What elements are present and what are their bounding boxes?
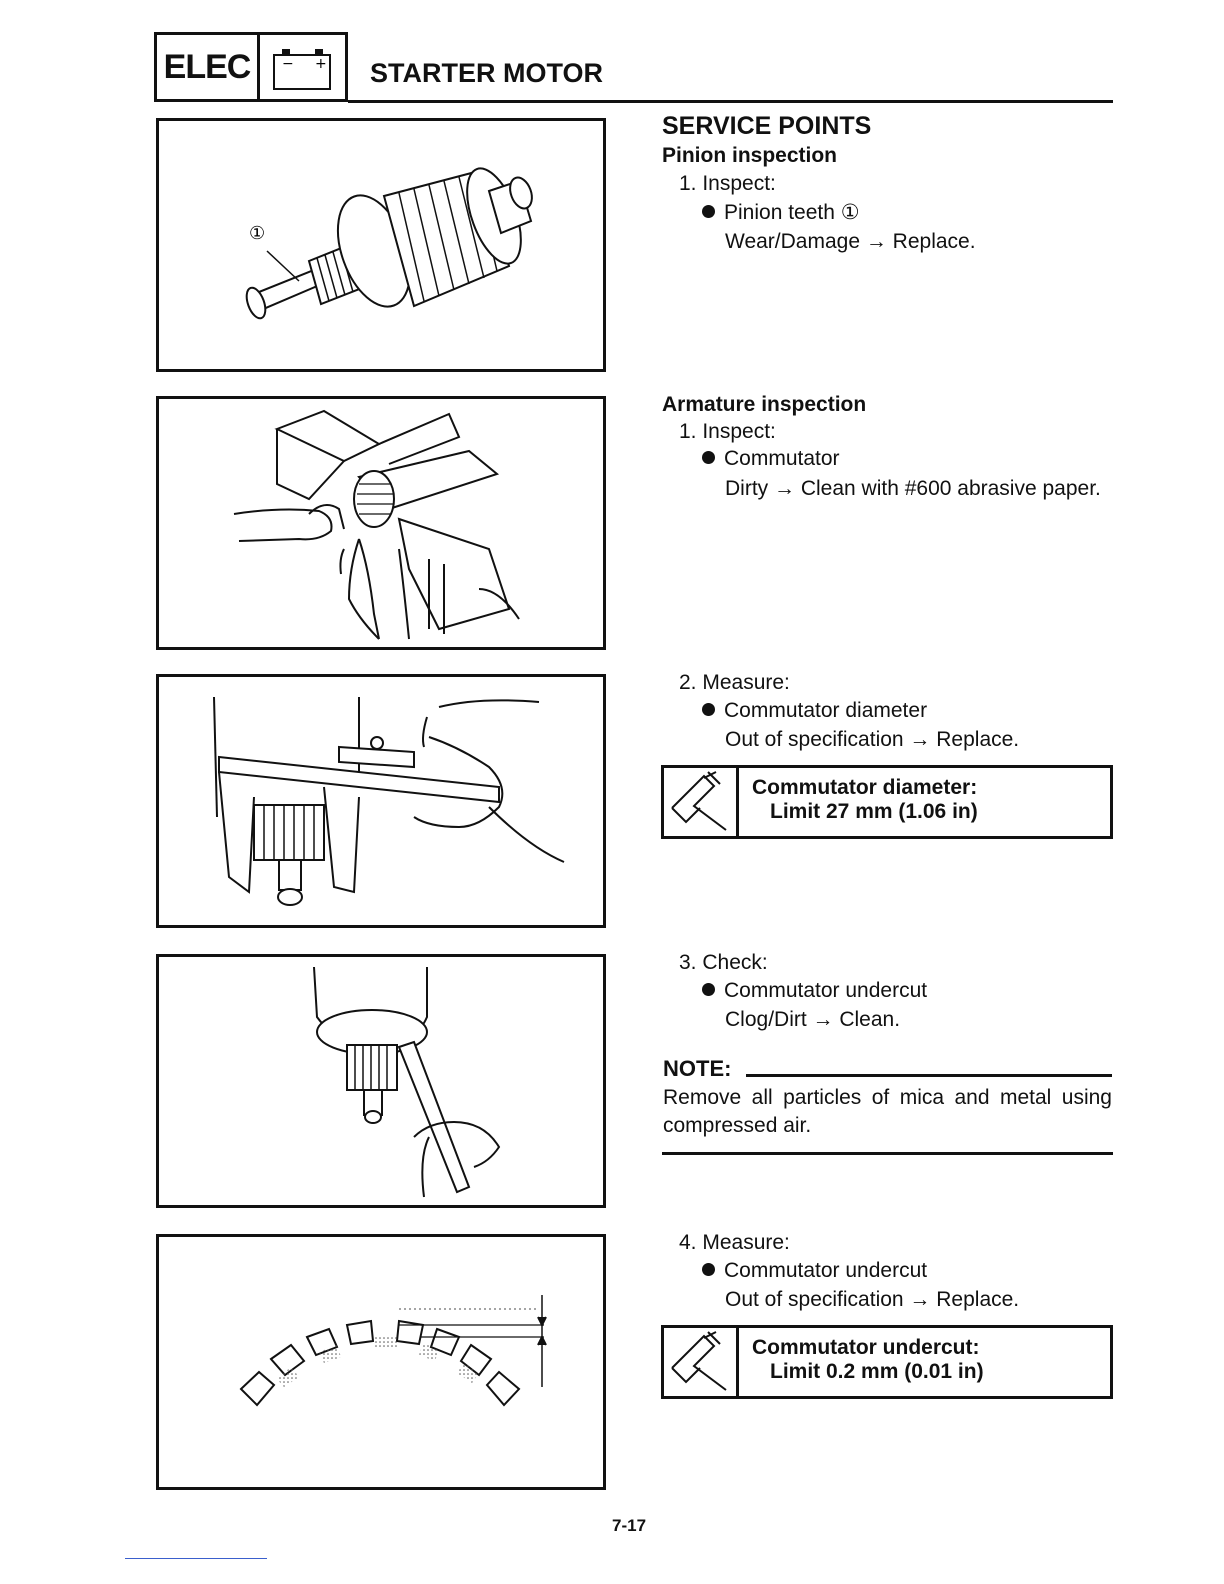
caliper-illustration — [159, 677, 603, 925]
armature-heading: Armature inspection — [662, 393, 867, 416]
figure-pinion-armature — [156, 118, 606, 372]
armature-step-2: 2. Measure: — [679, 671, 790, 694]
bullet-dot-icon — [702, 205, 715, 218]
armature-step3-item: Commutator undercut — [724, 979, 928, 1002]
pinion-heading: Pinion inspection — [662, 144, 838, 167]
armature-step1-bullet — [702, 447, 840, 471]
undercut-clean-illustration — [159, 957, 603, 1205]
armature-step-1: 1. Inspect: — [679, 420, 776, 443]
section-code: ELEC — [157, 35, 260, 99]
pinion-item: Pinion teeth ① — [724, 201, 860, 224]
note-rule-top — [746, 1074, 1112, 1077]
armature-step1-detail: Dirty → Clean with #600 abrasive paper. — [725, 477, 1101, 500]
armature-step-3: 3. Check: — [679, 951, 768, 974]
bullet-dot-icon — [702, 703, 715, 716]
caliper-icon — [664, 768, 739, 836]
figure-commutator-cleaning — [156, 396, 606, 650]
armature-step2-item: Commutator diameter — [724, 699, 928, 722]
pinion-step-1: 1. Inspect: — [679, 172, 776, 195]
armature-step-4: 4. Measure: — [679, 1231, 790, 1254]
spec1-title: Commutator diameter: — [752, 776, 978, 799]
armature-step3-detail: Clog/Dirt → Clean. — [725, 1008, 901, 1031]
bullet-dot-icon — [702, 983, 715, 996]
armature-step2-detail: Out of specification → Replace. — [725, 728, 1020, 751]
bullet-dot-icon — [702, 451, 715, 464]
armature-illustration — [159, 121, 603, 369]
armature-step4-bullet — [702, 1259, 927, 1283]
armature-step4-detail: Out of specification → Replace. — [725, 1288, 1020, 1311]
battery-minus: − — [282, 56, 294, 72]
section-tab — [154, 32, 348, 102]
note-label: NOTE: — [663, 1056, 732, 1081]
page-title: STARTER MOTOR — [370, 58, 603, 88]
figure-undercut-section — [156, 1234, 606, 1490]
spec2-value: Limit 0.2 mm (0.01 in) — [770, 1360, 984, 1383]
caliper-icon — [664, 1328, 739, 1396]
spec1-value: Limit 27 mm (1.06 in) — [770, 800, 978, 823]
pinion-detail: Wear/Damage → Replace. — [725, 230, 976, 253]
bullet-dot-icon — [702, 1263, 715, 1276]
note-rule-bottom — [662, 1152, 1113, 1155]
pinion-bullet — [702, 200, 860, 225]
undercut-section-diagram — [159, 1237, 603, 1487]
spec-box-diameter — [661, 765, 1113, 839]
header-rule — [348, 100, 1113, 103]
armature-step1-item: Commutator — [724, 447, 840, 470]
armature-step2-bullet — [702, 699, 927, 723]
figure-caliper-measure — [156, 674, 606, 928]
spec-box-undercut — [661, 1325, 1113, 1399]
spec2-title: Commutator undercut: — [752, 1336, 980, 1359]
battery-plus: + — [315, 56, 327, 72]
battery-icon — [260, 35, 345, 99]
callout-1: ① — [249, 223, 266, 244]
armature-step4-item: Commutator undercut — [724, 1259, 928, 1282]
armature-step3-bullet — [702, 979, 927, 1003]
figure-undercut-clean — [156, 954, 606, 1208]
note-text: Remove all particles of mica and metal using compressed air. — [663, 1086, 1112, 1137]
vise-cleaning-illustration — [159, 399, 603, 647]
footer-rule — [125, 1558, 267, 1559]
page-number: 7-17 — [612, 1516, 647, 1535]
service-points-heading: SERVICE POINTS — [662, 112, 872, 140]
